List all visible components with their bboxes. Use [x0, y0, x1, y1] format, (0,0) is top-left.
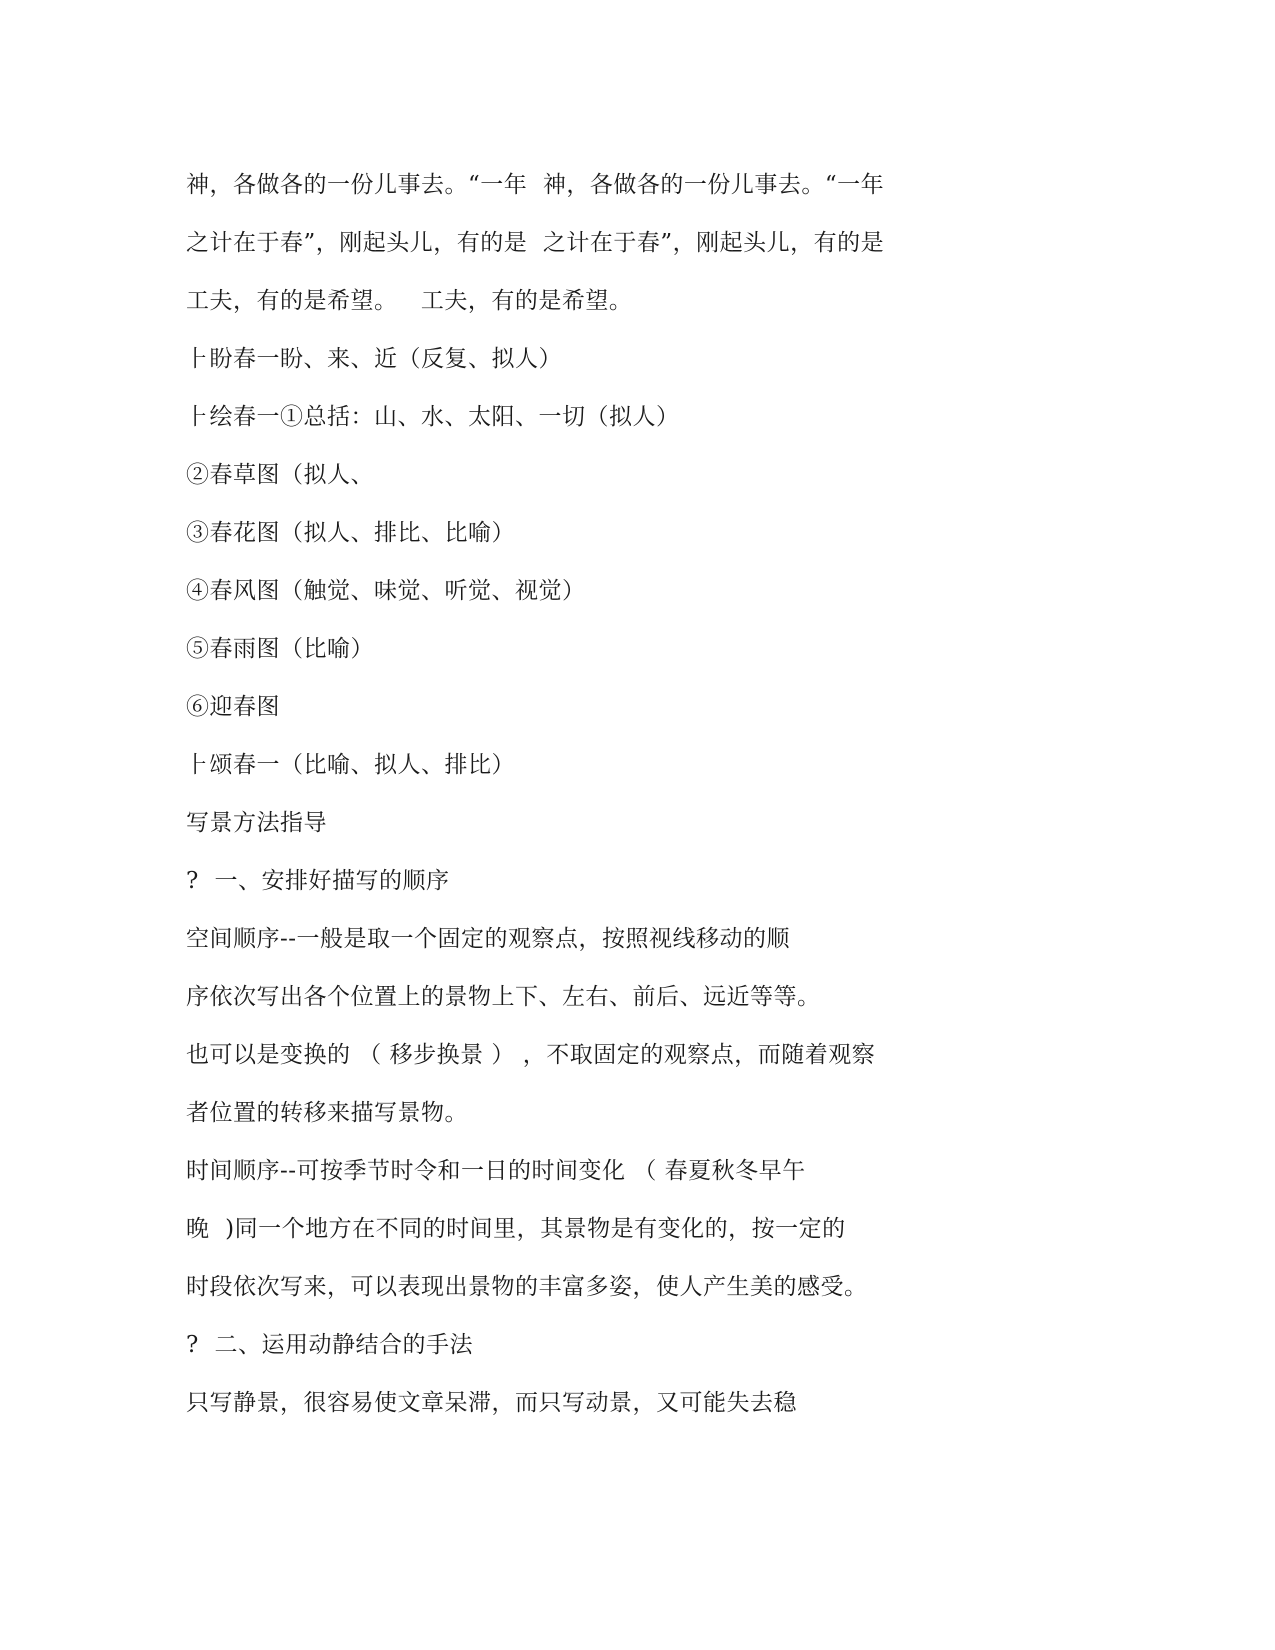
text-line: 时间顺序--可按季节时令和一日的时间变化 （ 春夏秋冬早午 [186, 1158, 806, 1184]
section-heading: 写景方法指导 [186, 810, 327, 836]
text-line: ⺊颂春一（比喻、拟人、排比） [186, 752, 515, 778]
text-line: ④春风图（触觉、味觉、听觉、视觉） [186, 578, 586, 604]
text-line: 序依次写出各个位置上的景物上下、左右、前后、远近等等。 [186, 984, 821, 1010]
text-line: 晚 )同一个地方在不同的时间里，其景物是有变化的，按一定的 [186, 1216, 846, 1242]
text-line: ⑥迎春图 [186, 694, 280, 720]
text-line: 神，各做各的一份儿事去。“一年 神，各做各的一份儿事去。“一年 [186, 172, 885, 198]
text-line: 只写静景，很容易使文章呆滞，而只写动景，又可能失去稳 [186, 1390, 797, 1416]
text-line: 空间顺序--一般是取一个固定的观察点，按照视线移动的顺 [186, 926, 791, 952]
text-line: 工夫，有的是希望。 工夫，有的是希望。 [186, 288, 633, 314]
text-line: ⺊绘春一①总括：山、水、太阳、一切（拟人） [186, 404, 680, 430]
text-line: 也可以是变换的 （ 移步换景 ） ，不取固定的观察点，而随着观察 [186, 1042, 876, 1068]
text-line: 之计在于春”，刚起头儿，有的是 之计在于春”，刚起头儿，有的是 [186, 230, 885, 256]
text-line: ②春草图（拟人、 [186, 462, 374, 488]
text-line: ⺊盼春一盼、来、近（反复、拟人） [186, 346, 562, 372]
bullet-heading: ? 二、运用动静结合的手法 [186, 1332, 473, 1358]
text-line: ③春花图（拟人、排比、比喻） [186, 520, 515, 546]
text-line: ⑤春雨图（比喻） [186, 636, 374, 662]
text-line: 者位置的转移来描写景物。 [186, 1100, 468, 1126]
bullet-heading: ? 一、安排好描写的顺序 [186, 868, 450, 894]
text-line: 时段依次写来，可以表现出景物的丰富多姿，使人产生美的感受。 [186, 1274, 868, 1300]
